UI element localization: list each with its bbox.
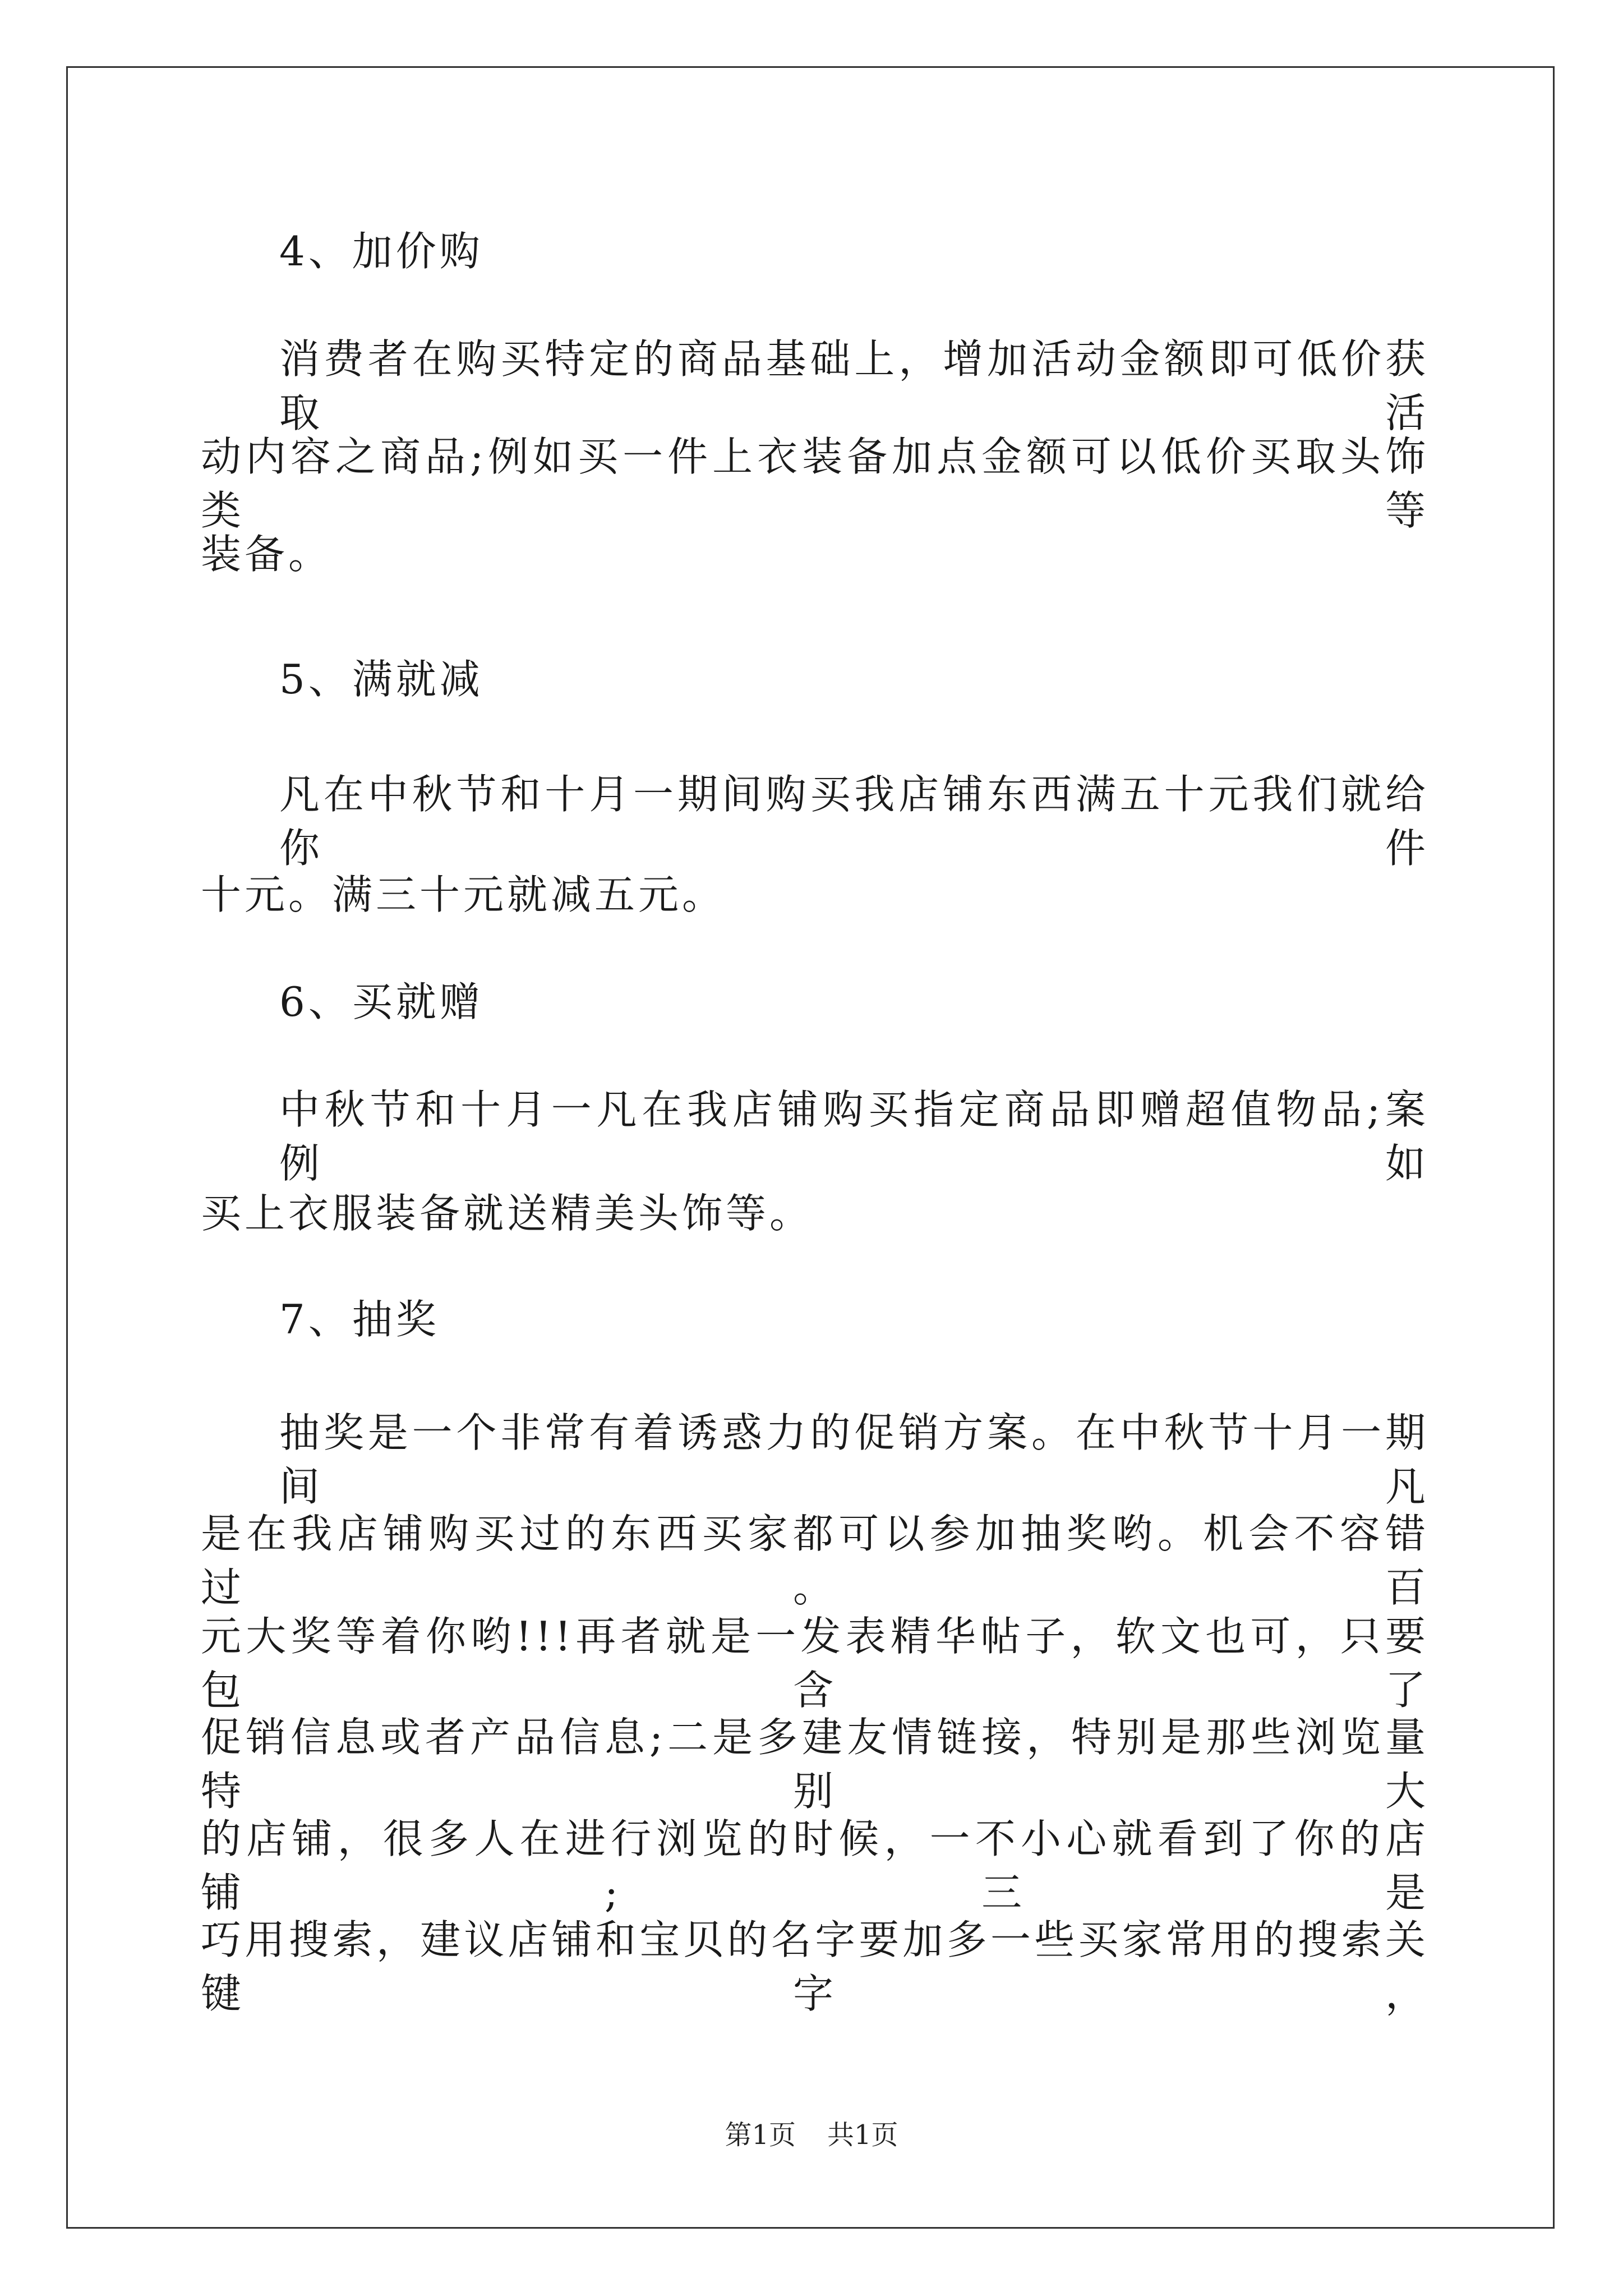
paragraph-line: 是在我店铺购买过的东西买家都可以参加抽奖哟。机会不容错过。百: [201, 1510, 1429, 1611]
paragraph-line: 凡在中秋节和十月一期间购买我店铺东西满五十元我们就给你件: [279, 771, 1429, 872]
paragraph-line: 促销信息或者产品信息;二是多建友情链接，特别是那些浏览量特别大: [201, 1714, 1429, 1815]
heading-buy-gift: 6、买就赠: [279, 978, 483, 1025]
page-footer: [0, 2118, 1623, 2152]
paragraph-line: 的店铺，很多人在进行浏览的时候，一不小心就看到了你的店铺;三是: [201, 1815, 1429, 1916]
page-number-total: 共1页: [827, 2119, 898, 2151]
paragraph-line: 动内容之商品;例如买一件上衣装备加点金额可以低价买取头饰类等: [201, 433, 1429, 534]
paragraph-line: 消费者在购买特定的商品基础上，增加活动金额即可低价获取活: [279, 335, 1429, 436]
heading-spend-discount: 5、满就减: [279, 656, 483, 703]
paragraph-line: 十元。满三十元就减五元。: [201, 871, 726, 918]
page-number-current: 第1页: [725, 2119, 796, 2151]
paragraph-line: 抽奖是一个非常有着诱惑力的促销方案。在中秋节十月一期间凡: [279, 1409, 1429, 1510]
paragraph-line: 巧用搜索，建议店铺和宝贝的名字要加多一些买家常用的搜索关键字，: [201, 1916, 1429, 2017]
paragraph-line: 装备。: [201, 531, 333, 578]
paragraph-line: 中秋节和十月一凡在我店铺购买指定商品即赠超值物品;案例如: [279, 1086, 1429, 1187]
heading-lottery: 7、抽奖: [279, 1296, 440, 1343]
paragraph-line: 元大奖等着你哟!!!再者就是一发表精华帖子，软文也可，只要包含了: [201, 1613, 1429, 1714]
heading-markup-purchase: 4、加价购: [279, 228, 483, 275]
paragraph-line: 买上衣服装备就送精美头饰等。: [201, 1190, 814, 1237]
